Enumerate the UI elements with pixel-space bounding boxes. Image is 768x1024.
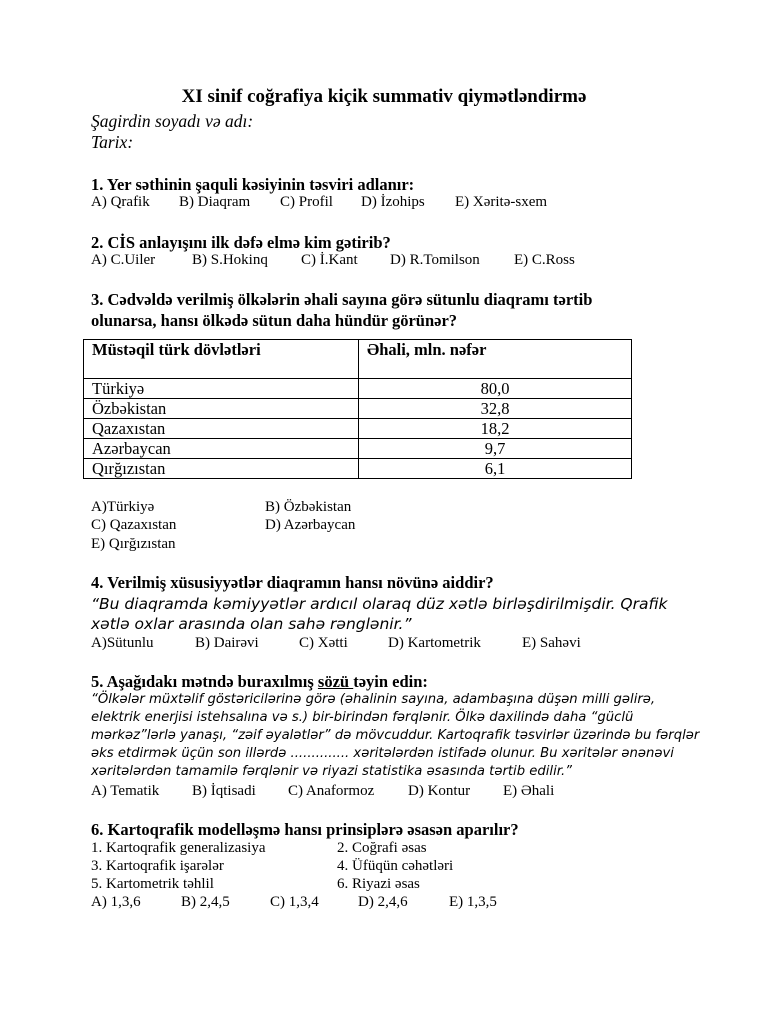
q5-option-c: C) Anaformoz: [288, 783, 375, 799]
table-row: [84, 459, 632, 479]
table-cell-country: Qırğızıstan: [84, 459, 359, 479]
q5-passage-line: “Ölkələr müxtəlif göstəricilərinə görə (əhalinin sayına, adambaşına düşən milli gəlirə,: [91, 692, 656, 707]
q1-option-c: C) Profil: [280, 194, 333, 210]
q1-option-d: D) İzohips: [361, 194, 425, 210]
q5-option-e: E) Əhali: [503, 783, 555, 799]
q3-option-b: B) Özbəkistan: [265, 499, 352, 515]
q5-passage-line: xəritələrdən tamamilə fərqlənir və riyazi statistika əsasında tərtib edilir.”: [91, 764, 572, 779]
table-cell-country: Özbəkistan: [84, 399, 359, 419]
question-2-options: [91, 252, 575, 269]
q5-text-before: 5. Aşağıdakı mətndə buraxılmış: [91, 672, 318, 691]
question-5-text: [91, 672, 428, 692]
q1-option-a: A) Qrafik: [91, 194, 150, 210]
student-name-label: Şagirdin soyadı və adı:: [91, 111, 254, 131]
table-row: [84, 399, 632, 419]
q3-option-c: C) Qazaxıstan: [91, 517, 177, 533]
q3-option-d: D) Azərbaycan: [265, 517, 356, 533]
question-4-options: [91, 635, 581, 652]
q5-passage-line: mərkəz”lərlə yanaşı, “zəif əyalətlər” də mövcuddur. Kartoqrafik təsvirlər üzərində bu fərqlər: [91, 728, 700, 743]
q6-principles-row2: [91, 858, 453, 875]
q2-option-d: D) R.Tomilson: [390, 252, 480, 268]
q3-option-a: A)Türkiyə: [91, 499, 155, 515]
page-title: XI sinif coğrafiya kiçik summativ qiymətləndirmə: [181, 86, 587, 107]
q3-option-e: E) Qırğızıstan: [91, 536, 176, 552]
q4-option-e: E) Sahəvi: [522, 635, 581, 651]
question-3-options-row1: [91, 499, 351, 516]
q4-option-b: B) Dairəvi: [195, 635, 259, 651]
table-cell-country: Qazaxıstan: [84, 419, 359, 439]
q5-text-after: təyin edin:: [353, 672, 428, 691]
q6-option-c: C) 1,3,4: [270, 894, 319, 910]
question-1-text: 1. Yer səthinin şaquli kəsiyinin təsviri adlanır:: [91, 175, 415, 194]
table-cell-country: Azərbaycan: [84, 439, 359, 459]
table-cell-population: 9,7: [359, 439, 632, 459]
date-label: Tarix:: [91, 132, 134, 152]
q6-option-e: E) 1,3,5: [449, 894, 497, 910]
q4-option-c: C) Xətti: [299, 635, 348, 651]
q6-principle: 3. Kartoqrafik işarələr: [91, 858, 224, 874]
question-4-text: 4. Verilmiş xüsusiyyətlər diaqramın hansı növünə aiddir?: [91, 573, 494, 592]
q5-option-d: D) Kontur: [408, 783, 471, 799]
q6-principle: 2. Coğrafi əsas: [337, 840, 427, 856]
q6-principle: 5. Kartometrik təhlil: [91, 876, 214, 892]
question-5-options: [91, 783, 554, 800]
table-cell-population: 32,8: [359, 399, 632, 419]
population-table: [83, 339, 632, 479]
q6-principles-row1: [91, 840, 427, 857]
q1-option-e: E) Xəritə-sxem: [455, 194, 548, 210]
question-1-options: [91, 194, 547, 211]
question-6-options: [91, 894, 497, 911]
q2-option-e: E) C.Ross: [514, 252, 575, 268]
q5-option-a: A) Tematik: [91, 783, 160, 799]
q6-principle: 6. Riyazi əsas: [337, 876, 420, 892]
q5-text-underlined: sözü: [317, 672, 354, 691]
question-3-text-line2: olunarsa, hansı ölkədə sütun daha hündür görünər?: [91, 311, 458, 330]
question-6-text: 6. Kartoqrafik modelləşmə hansı prinsiplərə əsasən aparılır?: [91, 820, 519, 839]
q4-option-d: D) Kartometrik: [388, 635, 481, 651]
q5-option-b: B) İqtisadi: [192, 783, 256, 799]
table-header-countries: Müstəqil türk dövlətləri: [84, 340, 359, 379]
question-4-quote-line1: “Bu diaqramda kəmiyyətlər ardıcıl olaraq düz xətlə birləşdirilmişdir. Qrafik: [91, 595, 668, 613]
question-2-text: 2. CİS anlayışını ilk dəfə elmə kim gətirib?: [91, 233, 391, 252]
q5-passage-line: elektrik enerjisi istehsalına və s.) bir-birindən fərqlənir. Ölkə daxilində daha “güclü: [91, 710, 634, 725]
question-4-quote-line2: xətlə oxlar arasında olan sahə rənglənir.”: [91, 615, 412, 633]
table-header-population: Əhali, mln. nəfər: [359, 340, 632, 379]
table-row: [84, 419, 632, 439]
q2-option-b: B) S.Hokinq: [192, 252, 268, 268]
q2-option-c: C) İ.Kant: [301, 252, 358, 268]
question-3-text-line1: 3. Cədvəldə verilmiş ölkələrin əhali sayına görə sütunlu diaqramı tərtib: [91, 290, 593, 309]
q6-option-d: D) 2,4,6: [358, 894, 408, 910]
table-header-row: [84, 340, 632, 379]
question-3-options-row3: [91, 536, 176, 553]
q6-option-b: B) 2,4,5: [181, 894, 230, 910]
table-row: [84, 439, 632, 459]
q5-passage-line: əks etdirmək üçün son illərdə .............. xəritələrdən istifadə olunur. Bu xəritələr ənənəvi: [91, 746, 674, 761]
table-cell-population: 6,1: [359, 459, 632, 479]
q6-principle: 1. Kartoqrafik generalizasiya: [91, 840, 266, 856]
q6-option-a: A) 1,3,6: [91, 894, 141, 910]
table-cell-population: 80,0: [359, 379, 632, 399]
table-cell-population: 18,2: [359, 419, 632, 439]
question-3-options-row2: [91, 517, 355, 534]
table-cell-country: Türkiyə: [84, 379, 359, 399]
q2-option-a: A) C.Uiler: [91, 252, 156, 268]
table-row: [84, 379, 632, 399]
q1-option-b: B) Diaqram: [179, 194, 251, 210]
q4-option-a: A)Sütunlu: [91, 635, 154, 651]
q6-principles-row3: [91, 876, 420, 893]
q6-principle: 4. Üfüqün cəhətləri: [337, 858, 454, 874]
